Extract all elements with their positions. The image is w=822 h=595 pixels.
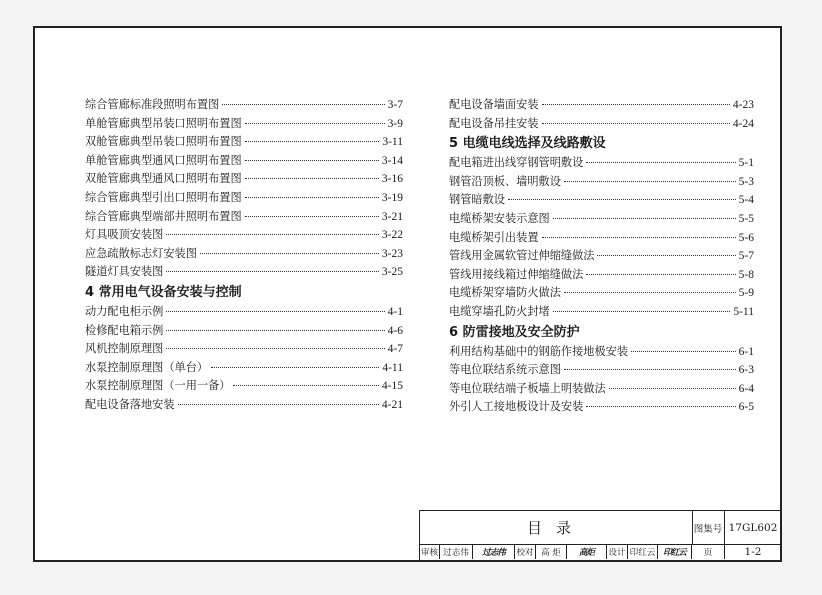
toc-entry-title: 管线用金属软管过伸缩缝做法: [449, 249, 595, 263]
toc-entry: [85, 322, 403, 341]
toc-entry-title: 电缆穿墙孔防火封堵: [449, 304, 550, 318]
toc-entry-title: 外引人工接地极设计及安装: [449, 400, 584, 414]
toc-entry-title: 综合管廊典型引出口照明布置图: [85, 190, 242, 204]
toc-entry-page: 3-21: [381, 210, 403, 223]
toc-entry-page: 5-4: [738, 194, 754, 207]
dot-leader: [553, 311, 731, 312]
toc-entry: [85, 303, 403, 322]
toc-entry-title: 双舱管廊典型吊装口照明布置图: [85, 135, 242, 149]
toc-entry: [85, 115, 403, 134]
toc-entry-page: 6-5: [738, 401, 754, 414]
toc-entry-page: 4-15: [381, 380, 403, 393]
toc-entry: [449, 380, 754, 399]
toc-entry: [449, 266, 754, 285]
toc-entry: [85, 359, 403, 378]
toc-entry-title: 单舱管廊典型通风口照明布置图: [85, 153, 242, 167]
toc-entry-title: 检修配电箱示例: [85, 323, 164, 337]
toc-entry-page: 4-1: [387, 305, 403, 318]
dot-leader: [542, 123, 730, 124]
dot-leader: [166, 271, 379, 272]
dot-leader: [245, 178, 379, 179]
toc-entry-title: 综合管廊典型端部井照明布置图: [85, 209, 242, 223]
dot-leader: [200, 253, 379, 254]
toc-entry: [449, 343, 754, 362]
designer-name: 印红云: [628, 544, 658, 559]
toc-entry: [85, 263, 403, 282]
toc-entry: [85, 189, 403, 208]
checker-signature: 高炬: [567, 544, 607, 559]
dot-leader: [586, 274, 735, 275]
dot-leader: [586, 162, 735, 163]
toc-entry-page: 5-3: [738, 175, 754, 188]
toc-entry: [449, 115, 754, 134]
section-heading: 4 常用电气设备安装与控制: [85, 284, 242, 300]
toc-entry-page: 3-16: [381, 173, 403, 186]
dot-leader: [211, 367, 379, 368]
toc-entry: [85, 340, 403, 359]
toc-entry: [449, 154, 754, 173]
toc-entry-page: 4-21: [381, 398, 403, 411]
toc-entry-title: 灯具吸顶安装图: [85, 228, 164, 242]
toc-entry-title: 应急疏散标志灯安装图: [85, 246, 197, 260]
toc-entry-title: 动力配电柜示例: [85, 304, 164, 318]
dot-leader: [245, 197, 379, 198]
toc-entry: [85, 396, 403, 415]
toc-entry-page: 6-3: [738, 364, 754, 377]
toc-entry-title: 电缆桥架引出装置: [449, 230, 539, 244]
dot-leader: [245, 141, 380, 142]
toc-entry-title: 水泵控制原理图（单台）: [85, 360, 209, 374]
dot-leader: [586, 406, 735, 407]
toc-entry: [449, 191, 754, 210]
toc-entry-page: 5-8: [738, 268, 754, 281]
dot-leader: [597, 255, 735, 256]
toc-entry: [449, 361, 754, 380]
toc-entry-title: 电缆桥架穿墙防火做法: [449, 286, 561, 300]
checker-name: 高 炬: [536, 544, 567, 559]
toc-entry: [449, 303, 754, 322]
toc-entry: [85, 226, 403, 245]
toc-entry-page: 6-4: [738, 382, 754, 395]
toc-right-column: [449, 96, 754, 417]
dot-leader: [166, 348, 384, 349]
toc-entry: [449, 284, 754, 303]
title-block: [419, 510, 782, 560]
dot-leader: [542, 104, 730, 105]
toc-entry-page: 4-11: [382, 361, 403, 374]
toc-entry-title: 钢管暗敷设: [449, 193, 505, 207]
review-label: 审核: [420, 544, 440, 559]
section-heading: 6 防雷接地及安全防护: [449, 324, 580, 340]
reviewer-name: 过志伟: [440, 544, 473, 559]
toc-entry: [449, 398, 754, 417]
dot-leader: [564, 181, 736, 182]
title-block-signature-row: [420, 544, 782, 559]
toc-entry: [85, 152, 403, 171]
toc-entry: [85, 245, 403, 264]
dot-leader: [222, 104, 384, 105]
dot-leader: [166, 311, 384, 312]
toc-entry-title: 钢管沿顶板、墙明敷设: [449, 174, 561, 188]
atlas-number: 17GL602: [728, 521, 778, 534]
dot-leader: [233, 385, 378, 386]
toc-entry-title: 隧道灯具安装图: [85, 265, 164, 279]
dot-leader: [542, 237, 736, 238]
toc-entry-title: 配电设备墙面安装: [449, 98, 539, 111]
document-title: 目录: [420, 511, 693, 544]
toc-entry-title: 水泵控制原理图（一用一备）: [85, 379, 231, 393]
toc-group: [85, 303, 403, 415]
toc-entry-title: 风机控制原理图: [85, 342, 164, 356]
toc-entry-page: 3-19: [381, 191, 403, 204]
page-number: 1-2: [744, 545, 762, 558]
toc-entry-page: 4-7: [387, 343, 403, 356]
toc-group: [449, 154, 754, 321]
toc-entry-title: 利用结构基础中的钢筋作接地极安装: [449, 344, 629, 358]
toc-entry-title: 等电位联结端子板墙上明装做法: [449, 381, 606, 395]
toc-left-column: [85, 96, 403, 415]
dot-leader: [245, 216, 379, 217]
toc-entry-title: 等电位联结系统示意图: [449, 363, 561, 377]
toc-entry-title: 综合管廊标准段照明布置图: [85, 98, 220, 111]
drawing-sheet: [33, 26, 782, 562]
toc-entry-page: 3-7: [387, 99, 403, 111]
toc-entry-title: 管线用接线箱过伸缩缝做法: [449, 267, 584, 281]
toc-entry-title: 配电设备吊挂安装: [449, 116, 539, 130]
dot-leader: [245, 123, 385, 124]
toc-entry-page: 5-9: [738, 287, 754, 300]
toc-entry: [85, 170, 403, 189]
toc-entry-page: 5-11: [733, 305, 754, 318]
dot-leader: [553, 218, 736, 219]
toc-entry-page: 4-24: [732, 117, 754, 130]
check-label: 校对: [515, 544, 536, 559]
toc-entry-page: 3-23: [381, 247, 403, 260]
toc-entry-page: 5-7: [738, 250, 754, 263]
toc-entry-page: 5-5: [738, 212, 754, 225]
toc-entry-page: 3-9: [387, 117, 403, 130]
toc-entry: [449, 210, 754, 229]
toc-entry-page: 5-1: [738, 157, 754, 170]
design-label: 设计: [607, 544, 628, 559]
section-heading: 5 电缆电线选择及线路敷设: [449, 136, 606, 152]
toc-entry: [85, 377, 403, 396]
toc-entry-page: 3-22: [381, 229, 403, 242]
toc-entry-page: 4-6: [387, 324, 403, 337]
dot-leader: [564, 292, 736, 293]
atlas-label: 图集号: [692, 511, 725, 544]
toc-entry: [85, 133, 403, 152]
dot-leader: [245, 160, 379, 161]
toc-entry-page: 3-14: [381, 154, 403, 167]
toc-entry-title: 双舱管廊典型通风口照明布置图: [85, 172, 242, 186]
designer-signature: 印红云: [658, 544, 692, 559]
toc-group: [85, 96, 403, 282]
toc-entry-page: 6-1: [738, 345, 754, 358]
toc-entry-title: 配电箱进出线穿钢管明敷设: [449, 156, 584, 170]
dot-leader: [166, 234, 379, 235]
toc-entry-title: 单舱管廊典型吊装口照明布置图: [85, 116, 242, 130]
toc-entry: [85, 96, 403, 115]
dot-leader: [631, 351, 736, 352]
toc-entry-title: 配电设备落地安装: [85, 397, 175, 411]
toc-entry-title: 电缆桥架安装示意图: [449, 211, 550, 225]
toc-group: [449, 96, 754, 133]
toc-entry-page: 5-6: [738, 231, 754, 244]
toc-entry: [449, 173, 754, 192]
toc-group: [449, 343, 754, 417]
reviewer-signature: 过志伟: [473, 544, 515, 559]
toc-entry: [449, 229, 754, 248]
dot-leader: [508, 199, 736, 200]
toc-entry: [449, 96, 754, 115]
dot-leader: [564, 369, 736, 370]
dot-leader: [609, 388, 736, 389]
dot-leader: [166, 330, 384, 331]
toc-entry-page: 4-23: [732, 99, 754, 111]
toc-entry: [85, 208, 403, 227]
title-block-row: [420, 511, 782, 545]
toc-entry-page: 3-11: [382, 136, 403, 149]
toc-entry: [449, 247, 754, 266]
page-label: 页: [692, 544, 725, 559]
dot-leader: [178, 404, 379, 405]
toc-entry-page: 3-25: [381, 266, 403, 279]
